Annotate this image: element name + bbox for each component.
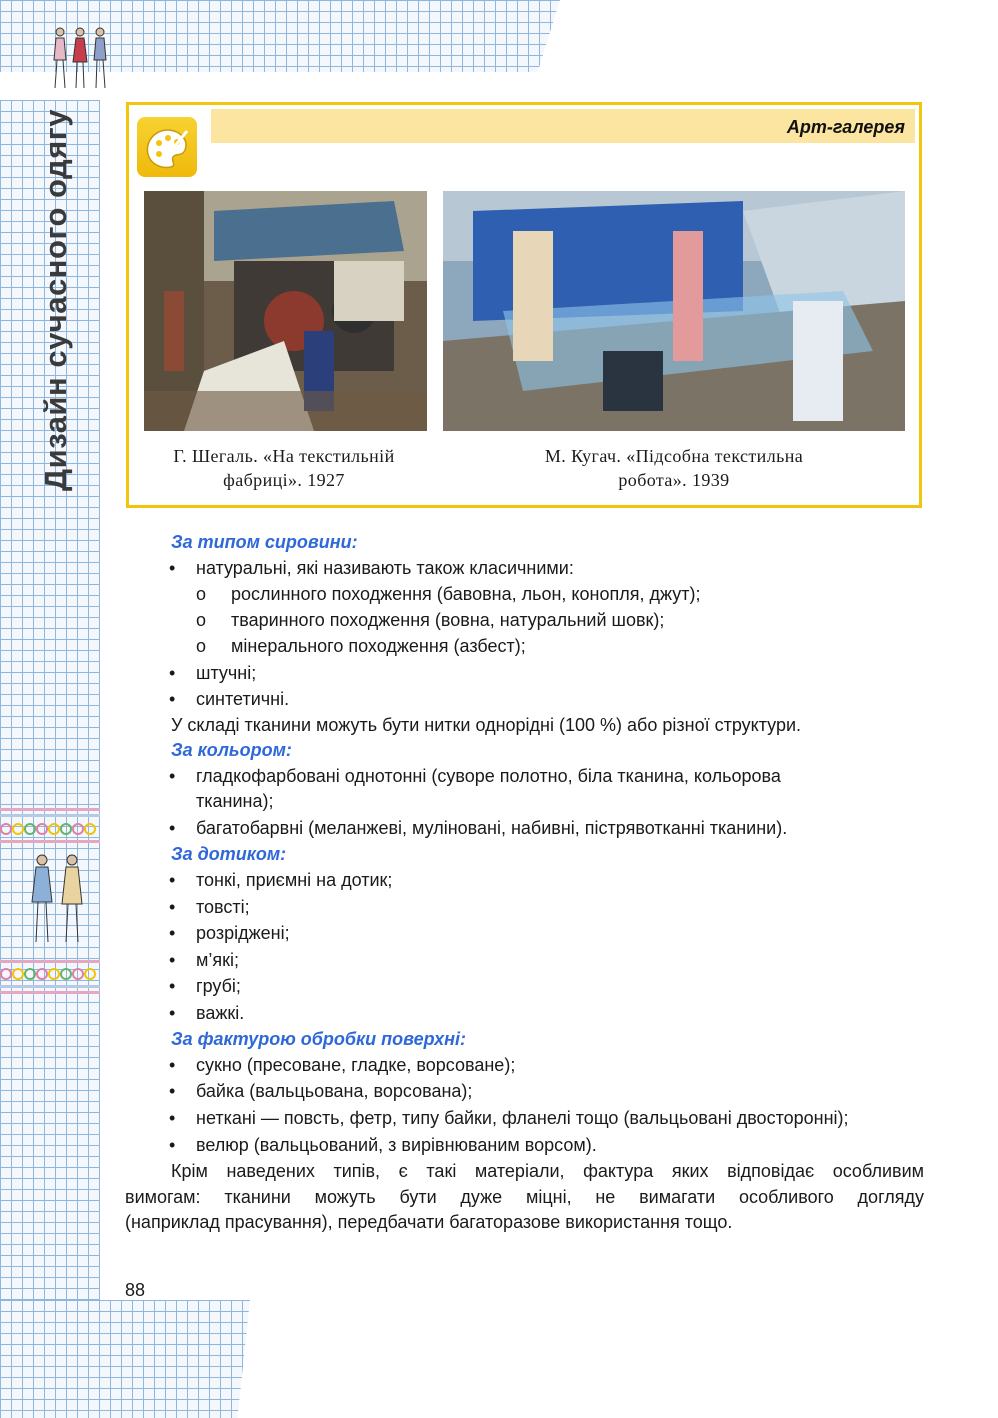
list-item: важкі. — [196, 1003, 245, 1023]
bullet-icon: • — [169, 976, 176, 996]
bullet-icon: • — [169, 1108, 176, 1128]
bullet-icon: • — [169, 1003, 176, 1023]
section-heading-color: За кольором: — [171, 740, 292, 760]
sub-list-item: рослинного походження (бавовна, льон, конопля, джут); — [231, 584, 701, 604]
list-item: м’які; — [196, 950, 239, 970]
paragraph: У складі тканини можуть бути нитки однорідні (100 %) або різної структури. — [171, 715, 802, 735]
list-item: багатобарвні (меланжеві, муліновані, набивні, пістрявотканні тканини). — [196, 818, 788, 838]
closing-paragraph-line: (наприклад прасування), передбачати багаторазове використання тощо. — [125, 1212, 733, 1232]
art-gallery-box — [126, 102, 922, 508]
palette-icon — [137, 117, 197, 177]
art-gallery-title: Арт-галерея — [786, 117, 905, 137]
bullet-icon: • — [169, 1135, 176, 1155]
decor-stripe — [0, 814, 100, 817]
painting-textile-factory — [144, 191, 427, 431]
decor-stripe — [0, 840, 100, 843]
grid-background-bottom — [0, 1300, 250, 1418]
bullet-icon: • — [169, 818, 176, 838]
list-item: товсті; — [196, 897, 250, 917]
sub-list-item: тваринного походження (вовна, натуральний шовк); — [231, 610, 665, 630]
decor-stripe — [0, 960, 100, 963]
caption-line: фабриці». 1927 — [223, 470, 345, 490]
painting-caption-2 — [484, 444, 864, 492]
list-item: велюр (вальцьований, з вирівнюваним ворсом). — [196, 1135, 597, 1155]
sidebar-title-text: Дизайн сучасного одягу — [38, 109, 73, 491]
painting-textile-work — [443, 191, 905, 431]
painting-caption-1 — [134, 444, 434, 492]
bullet-icon: • — [169, 950, 176, 970]
list-item: сукно (пресоване, гладке, ворсоване); — [196, 1055, 516, 1075]
decor-stripe — [0, 808, 100, 811]
caption-line: робота». 1939 — [618, 470, 730, 490]
fashion-figures-illustration — [50, 26, 112, 92]
bullet-icon: • — [169, 766, 176, 786]
art-gallery-header — [211, 109, 915, 143]
page-number: 88 — [125, 1280, 146, 1300]
sidebar-section-title — [12, 100, 100, 500]
list-item: синтетичні. — [196, 689, 290, 709]
section-heading-touch: За дотиком: — [171, 844, 287, 864]
bullet-icon: • — [169, 923, 176, 943]
bullet-icon: • — [169, 1055, 176, 1075]
list-item: розріджені; — [196, 923, 290, 943]
fashion-figures-illustration-2 — [26, 852, 90, 946]
bullet-icon: • — [169, 689, 176, 709]
sub-bullet-icon: o — [196, 610, 207, 630]
list-item: натуральні, які називають також класичними: — [196, 558, 574, 578]
bullet-icon: • — [169, 870, 176, 890]
sub-list-item: мінерального походження (азбест); — [231, 636, 526, 656]
bullet-icon: • — [169, 1081, 176, 1101]
section-heading-raw-material: За типом сировини: — [171, 532, 358, 552]
caption-line: М. Кугач. «Підсобна текстильна — [544, 446, 804, 466]
list-item: байка (вальцьована, ворсована); — [196, 1081, 473, 1101]
list-item: тонкі, приємні на дотик; — [196, 870, 393, 890]
closing-paragraph-line: вимогам: тканини можуть бути дуже міцні, не вимагати особливого догляду — [125, 1187, 924, 1207]
section-heading-texture: За фактурою обробки поверхні: — [171, 1029, 467, 1049]
sub-bullet-icon: o — [196, 584, 207, 604]
sub-bullet-icon: o — [196, 636, 207, 656]
list-item: неткані — повсть, фетр, типу байки, фланелі тощо (вальцьовані двосторонні); — [196, 1108, 849, 1128]
bullet-icon: • — [169, 897, 176, 917]
decor-stripe — [0, 985, 100, 988]
list-item: штучні; — [196, 663, 257, 683]
bullet-icon: • — [169, 663, 176, 683]
closing-paragraph-line: Крім наведених типів, є такі матеріали, фактура яких відповідає особливим — [171, 1161, 924, 1181]
list-item-continuation: тканина); — [196, 791, 274, 811]
list-item: грубі; — [196, 976, 241, 996]
caption-line: Г. Шегаль. «На текстильній — [173, 446, 395, 466]
bullet-icon: • — [169, 558, 176, 578]
list-item: гладкофарбовані однотонні (суворе полотно, біла тканина, кольорова — [196, 766, 781, 786]
decor-stripe — [0, 991, 100, 994]
decor-rings — [0, 966, 100, 982]
decor-rings — [0, 821, 100, 837]
